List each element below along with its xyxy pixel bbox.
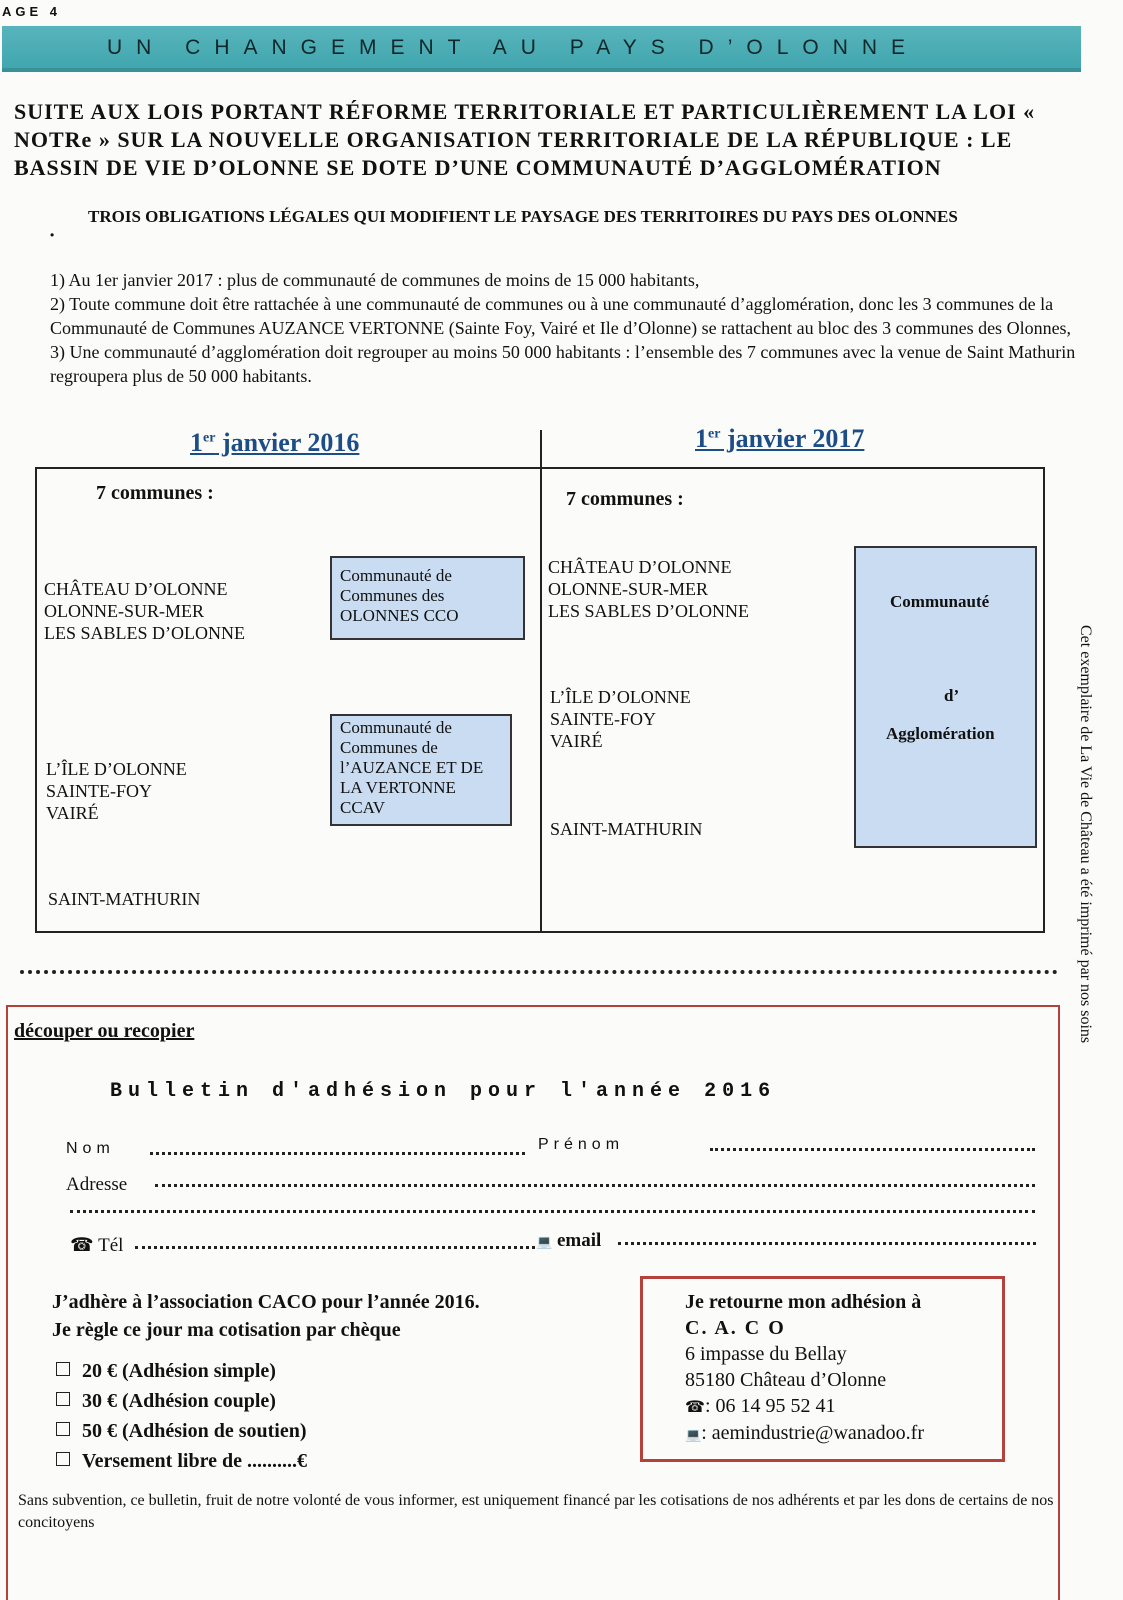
saint-mathurin-2016: SAINT-MATHURIN: [48, 889, 201, 909]
prenom-field[interactable]: [710, 1148, 1035, 1151]
cut-line: [20, 970, 1058, 974]
return-address2: 85180 Château d’Olonne: [685, 1369, 887, 1391]
return-email: 💻: aemindustrie@wanadoo.fr: [685, 1420, 1002, 1449]
laptop-icon: 💻: [685, 1428, 702, 1443]
group-cco-2016: CHÂTEAU D’OLONNE OLONNE-SUR-MER LES SABLES D’OLONNE: [44, 579, 245, 643]
adresse-label: Adresse: [66, 1174, 128, 1195]
obligation-1: 1) Au 1er janvier 2017 : plus de communauté de communes de moins de 15 000 habitants,: [50, 270, 700, 290]
adresse-field-line2[interactable]: [70, 1210, 1035, 1213]
article-headline: SUITE AUX LOIS PORTANT RÉFORME TERRITORIALE ET PARTICULIÈREMENT LA LOI « NOTRe » SUR LA NOUVELLE ORGANISATION TERRITORIALE DE LA RÉPUBLIQUE : LE BASSIN DE VIE D’OLONNE SE DOTE D’UNE COMMUNAUTÉ D’AGGLOMÉRATION: [14, 99, 1036, 180]
article-subhead: TROIS OBLIGATIONS LÉGALES QUI MODIFIENT LE PAYSAGE DES TERRITOIRES DU PAYS DES OLONNES: [88, 207, 958, 226]
title-2016: 7 communes :: [96, 482, 214, 504]
tel-field[interactable]: [135, 1246, 535, 1249]
checkbox[interactable]: [56, 1392, 70, 1406]
obligation-3: 3) Une communauté d’agglomération doit regrouper au moins 50 000 habitants : l’ensemble des 7 communes avec la venue de Saint Mathurin regroupera plus de 50 000 habitants.: [50, 342, 1076, 386]
checkbox[interactable]: [56, 1422, 70, 1436]
option-libre[interactable]: Versement libre de ..........€: [56, 1446, 307, 1476]
section-banner: [2, 26, 1081, 72]
checkbox[interactable]: [56, 1452, 70, 1466]
checkbox[interactable]: [56, 1362, 70, 1376]
saint-mathurin-2017: SAINT-MATHURIN: [550, 819, 703, 839]
group1-2017: CHÂTEAU D’OLONNE OLONNE-SUR-MER LES SABLES D’OLONNE: [548, 557, 749, 621]
obligation-2: 2) Toute commune doit être rattachée à une communauté de communes ou à une communauté d’agglomération, donc les 3 communes de la Communauté de Communes AUZANCE VERTONNE (Sainte Foy, Vairé et Ile d’Olonne) se rattachent au bloc des 3 communes des Olonnes,: [50, 294, 1072, 338]
group2-2017: L’ÎLE D’OLONNE SAINTE-FOY VAIRÉ: [550, 687, 691, 751]
option-simple[interactable]: 20 € (Adhésion simple): [56, 1356, 307, 1386]
return-address1: 6 impasse du Bellay: [685, 1343, 847, 1365]
comparison-divider: [540, 430, 542, 933]
laptop-icon: 💻: [536, 1235, 553, 1250]
group-ccav-2016: L’ÎLE D’OLONNE SAINTE-FOY VAIRÉ: [46, 759, 187, 823]
email-field[interactable]: [618, 1242, 1036, 1245]
heading-2017: 1er janvier 2017: [695, 424, 865, 453]
return-phone: ☎: 06 14 95 52 41: [685, 1393, 1002, 1420]
bullet-mark: •: [50, 228, 55, 242]
title-2017: 7 communes :: [566, 488, 684, 510]
prenom-label: Prénom: [538, 1136, 625, 1153]
box-agglomeration: Communauté d’ Agglomération: [854, 546, 1037, 848]
heading-2016: 1er janvier 2016: [190, 428, 360, 457]
contribution-options: [56, 1356, 307, 1476]
side-note: Cet exemplaire de La Vie de Château a été imprimé par nos soins: [1077, 625, 1094, 1044]
nom-field[interactable]: [150, 1152, 525, 1155]
page-number: AGE 4: [2, 4, 62, 19]
return-title: Je retourne mon adhésion à: [685, 1291, 922, 1313]
nom-label: Nom: [66, 1140, 115, 1157]
phone-icon: ☎: [70, 1234, 94, 1256]
option-soutien[interactable]: 50 € (Adhésion de soutien): [56, 1416, 307, 1446]
banner-title: UN CHANGEMENT AU PAYS D’OLONNE: [107, 36, 920, 59]
phone-icon: ☎: [685, 1397, 705, 1416]
box-cco: Communauté de Communes des OLONNES CCO: [330, 556, 525, 640]
tel-label: ☎ Tél: [70, 1234, 124, 1256]
adresse-field-line1[interactable]: [155, 1184, 1035, 1187]
return-org: C. A. C O: [685, 1317, 786, 1339]
footer-note: Sans subvention, ce bulletin, fruit de notre volonté de vous informer, est uniquement financé par les cotisations de nos adhérents et par les dons de certains de nos concitoyens: [18, 1492, 1054, 1531]
cut-label: découper ou recopier: [14, 1020, 195, 1042]
option-couple[interactable]: 30 € (Adhésion couple): [56, 1386, 307, 1416]
obligations-list: [50, 268, 1080, 388]
box-ccav: Communauté de Communes de l’AUZANCE ET DE LA VERTONNE CCAV: [330, 714, 512, 826]
return-address-box: [640, 1276, 1005, 1462]
adhesion-statement: J’adhère à l’association CACO pour l’année 2016. Je règle ce jour ma cotisation par chèque: [52, 1291, 480, 1341]
email-label: 💻 email: [536, 1230, 602, 1251]
bulletin-title: Bulletin d'adhésion pour l'année 2016: [110, 1080, 777, 1103]
